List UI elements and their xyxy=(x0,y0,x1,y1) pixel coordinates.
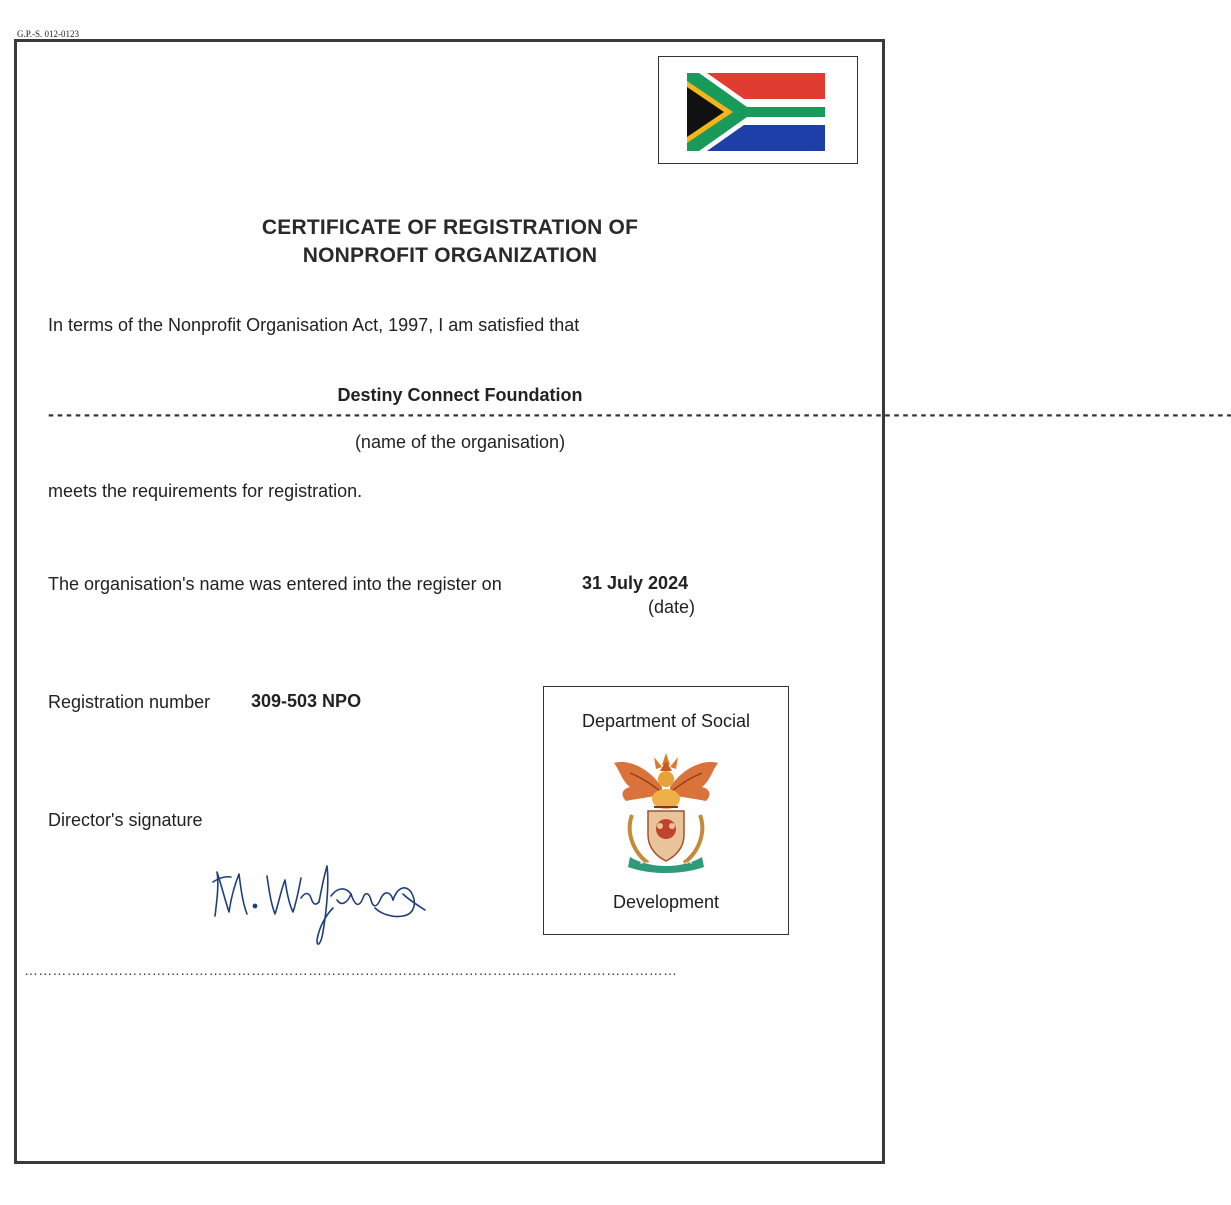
signature-label: Director's signature xyxy=(48,810,203,830)
south-africa-flag-icon xyxy=(687,73,825,151)
certificate-border xyxy=(14,39,1231,1164)
coat-of-arms-icon xyxy=(610,751,722,875)
signature-line: ………………………………………………………………………………………………………………………… xyxy=(24,962,678,978)
intro-text: In terms of the Nonprofit Organisation Act, 1997, I am satisfied that xyxy=(48,315,580,335)
certificate-title xyxy=(0,214,900,270)
register-date: 31 July 2024 xyxy=(582,573,689,593)
form-code: G.P.-S. 012-0123 xyxy=(17,29,80,39)
department-name-line-2: Development xyxy=(612,892,720,912)
title-line-2: NONPROFIT ORGANIZATION xyxy=(302,244,598,267)
title-line-1: CERTIFICATE OF REGISTRATION OF xyxy=(261,216,639,239)
register-text: The organisation's name was entered into the register on xyxy=(48,574,502,594)
flag-frame xyxy=(658,56,858,164)
date-caption: (date) xyxy=(648,597,696,617)
director-signature xyxy=(205,848,430,953)
department-stamp xyxy=(543,686,789,935)
organisation-caption: (name of the organisation) xyxy=(354,432,566,452)
organisation-name: Destiny Connect Foundation xyxy=(337,385,583,405)
name-divider: - - - - - - - - - - - - - - - - - - - - - - - - - - - - - - - - - - - - - - - - - - - - - - - - - - - - - - - - - - - - - - - - - - - - - - - - - - - - - - - - - - - - - - - - - - - - - - - - - - - - - - - - - - - - - - - - - - - - - - - - - - - - - - - - - - - - xyxy=(48,404,1231,424)
registration-label: Registration number xyxy=(48,692,211,712)
requirements-text: meets the requirements for registration. xyxy=(48,481,363,501)
department-name-line-1: Department of Social xyxy=(581,711,751,731)
registration-number: 309-503 NPO xyxy=(251,691,362,711)
